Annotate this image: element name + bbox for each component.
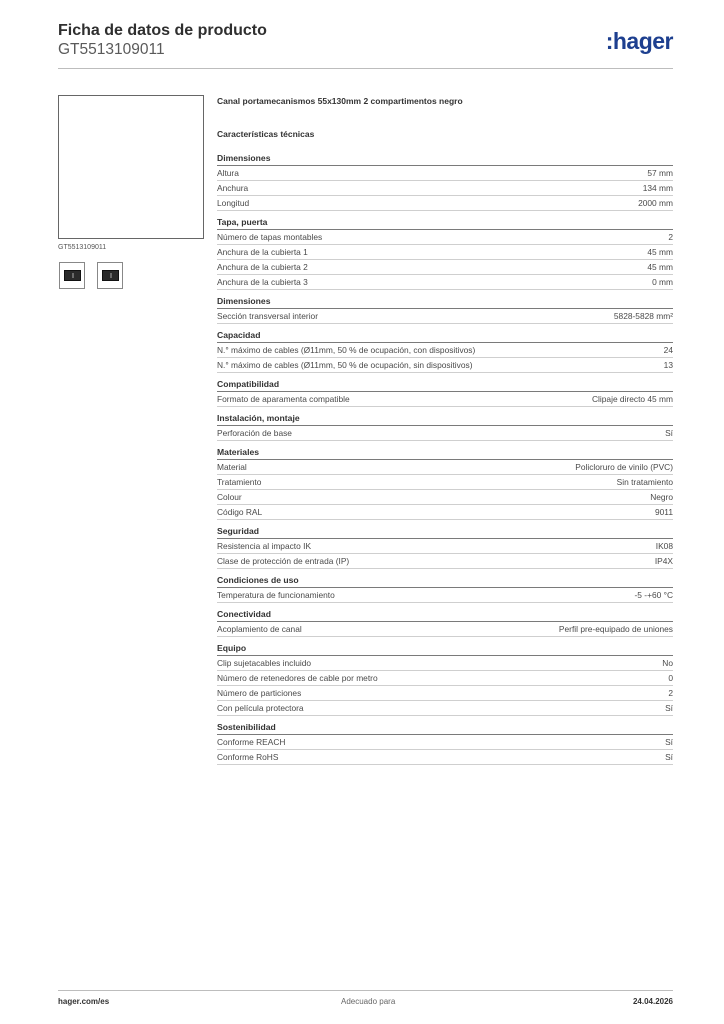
spec-value: 2000 mm	[638, 198, 673, 208]
spec-section	[217, 152, 673, 211]
product-code: GT5513109011	[58, 41, 165, 58]
spec-panel	[217, 95, 673, 765]
spec-row	[217, 166, 673, 181]
footer-date: 24.04.2026	[632, 997, 673, 1006]
spec-value: 5828-5828 mm²	[613, 311, 673, 321]
spec-row	[217, 588, 673, 603]
spec-label: Tratamiento	[217, 477, 262, 487]
spec-label: Acoplamiento de canal	[217, 624, 302, 634]
spec-row	[217, 671, 673, 686]
spec-row	[217, 230, 673, 245]
spec-label: Material	[217, 462, 247, 472]
footer-suitable-for: Adecuado para	[341, 997, 396, 1006]
product-image	[58, 95, 204, 239]
spec-value: 13	[663, 360, 673, 370]
section-title: Materiales	[217, 446, 673, 460]
page-title: Ficha de datos de producto	[58, 22, 267, 39]
hager-logo[interactable]: :hager	[605, 28, 673, 54]
spec-row	[217, 196, 673, 211]
section-title: Equipo	[217, 642, 673, 656]
spec-value: Sí	[665, 752, 673, 762]
footer-divider	[58, 990, 673, 991]
spec-value: Perfil pre-equipado de uniones	[558, 624, 673, 634]
spec-value: 45 mm	[647, 247, 673, 257]
section-title: Conectividad	[217, 608, 673, 622]
spec-row	[217, 309, 673, 324]
spec-label: Con película protectora	[217, 703, 304, 713]
spec-value: 9011	[654, 507, 673, 517]
section-title: Dimensiones	[217, 152, 673, 166]
page-footer	[58, 997, 673, 1009]
section-title: Compatibilidad	[217, 378, 673, 392]
spec-value: 0	[668, 673, 673, 683]
spec-label: Sección transversal interior	[217, 311, 319, 321]
spec-row	[217, 392, 673, 407]
spec-section	[217, 525, 673, 569]
section-title: Tapa, puerta	[217, 216, 673, 230]
trunking-icon	[64, 270, 81, 281]
page-header	[58, 20, 673, 68]
spec-sections	[217, 152, 673, 765]
section-title: Instalación, montaje	[217, 412, 673, 426]
product-thumbnail-1[interactable]	[59, 262, 85, 289]
spec-section	[217, 378, 673, 407]
section-title: Dimensiones	[217, 295, 673, 309]
spec-section	[217, 642, 673, 716]
spec-label: Anchura de la cubierta 3	[217, 277, 308, 287]
spec-value: IP4X	[654, 556, 673, 566]
spec-label: Perforación de base	[217, 428, 292, 438]
spec-value: Sí	[665, 428, 673, 438]
spec-row	[217, 554, 673, 569]
spec-row	[217, 701, 673, 716]
footer-website-link[interactable]: hager.com/es	[58, 997, 110, 1006]
spec-row	[217, 686, 673, 701]
spec-value: -5 -+60 °C	[634, 590, 673, 600]
section-title: Seguridad	[217, 525, 673, 539]
spec-label: Longitud	[217, 198, 250, 208]
spec-section	[217, 574, 673, 603]
spec-label: Colour	[217, 492, 242, 502]
spec-row	[217, 275, 673, 290]
spec-section	[217, 329, 673, 373]
spec-label: Anchura de la cubierta 2	[217, 262, 308, 272]
spec-row	[217, 539, 673, 554]
spec-value: Negro	[650, 492, 673, 502]
spec-row	[217, 475, 673, 490]
spec-row	[217, 735, 673, 750]
spec-label: Clip sujetacables incluido	[217, 658, 312, 668]
spec-value: IK08	[655, 541, 673, 551]
spec-value: 2	[668, 688, 673, 698]
spec-row	[217, 460, 673, 475]
spec-label: Altura	[217, 168, 239, 178]
product-image-caption: GT5513109011	[58, 244, 107, 251]
spec-section	[217, 412, 673, 441]
spec-value: 2	[668, 232, 673, 242]
trunking-icon	[102, 270, 119, 281]
spec-label: Resistencia al impacto IK	[217, 541, 312, 551]
spec-row	[217, 358, 673, 373]
spec-row	[217, 260, 673, 275]
header-divider	[58, 68, 673, 69]
section-title: Condiciones de uso	[217, 574, 673, 588]
spec-label: Número de tapas montables	[217, 232, 323, 242]
spec-label: Número de retenedores de cable por metro	[217, 673, 378, 683]
spec-row	[217, 750, 673, 765]
spec-label: Conforme RoHS	[217, 752, 279, 762]
spec-value: 45 mm	[647, 262, 673, 272]
spec-label: Número de particiones	[217, 688, 302, 698]
spec-value: 134 mm	[642, 183, 673, 193]
spec-value: Policloruro de vinilo (PVC)	[575, 462, 673, 472]
spec-row	[217, 426, 673, 441]
spec-row	[217, 343, 673, 358]
spec-label: Formato de aparamenta compatible	[217, 394, 350, 404]
spec-section	[217, 608, 673, 637]
product-thumbnail-2[interactable]	[97, 262, 123, 289]
spec-row	[217, 181, 673, 196]
spec-section	[217, 295, 673, 324]
spec-label: Anchura de la cubierta 1	[217, 247, 308, 257]
section-title: Sostenibilidad	[217, 721, 673, 735]
spec-label: Código RAL	[217, 507, 263, 517]
spec-section	[217, 721, 673, 765]
spec-value: Clipaje directo 45 mm	[592, 394, 673, 404]
spec-label: Clase de protección de entrada (IP)	[217, 556, 350, 566]
spec-row	[217, 656, 673, 671]
spec-value: Sí	[665, 703, 673, 713]
spec-value: No	[662, 658, 673, 668]
spec-value: Sí	[665, 737, 673, 747]
spec-row	[217, 505, 673, 520]
spec-section	[217, 446, 673, 520]
product-name: Canal portamecanismos 55x130mm 2 compartimentos negro	[217, 96, 463, 106]
spec-label: Temperatura de funcionamiento	[217, 590, 335, 600]
spec-label: Anchura	[217, 183, 249, 193]
spec-row	[217, 622, 673, 637]
spec-value: 24	[663, 345, 673, 355]
spec-label: N.° máximo de cables (Ø11mm, 50 % de ocupación, con dispositivos)	[217, 345, 476, 355]
spec-row	[217, 245, 673, 260]
section-title: Capacidad	[217, 329, 673, 343]
spec-section	[217, 216, 673, 290]
spec-value: 57 mm	[647, 168, 673, 178]
spec-row	[217, 490, 673, 505]
spec-value: Sin tratamiento	[616, 477, 673, 487]
tech-characteristics-title: Características técnicas	[217, 129, 315, 139]
spec-label: N.° máximo de cables (Ø11mm, 50 % de ocupación, sin dispositivos)	[217, 360, 473, 370]
spec-value: 0 mm	[652, 277, 673, 287]
spec-label: Conforme REACH	[217, 737, 286, 747]
